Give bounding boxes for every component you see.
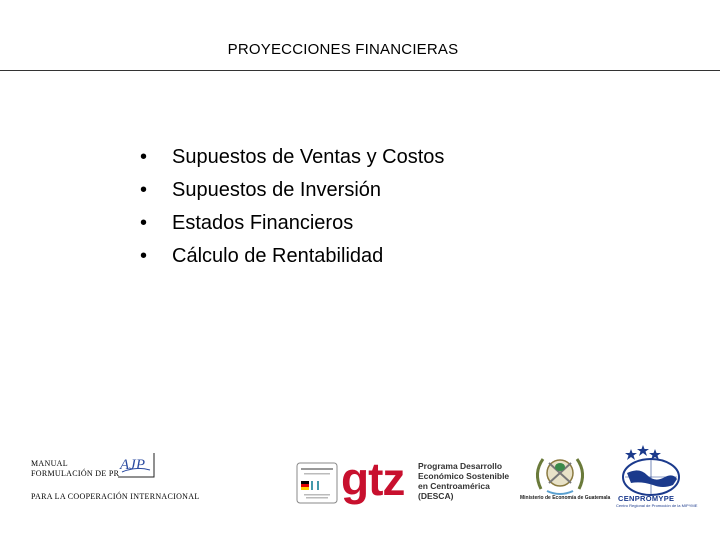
bullet-text: Cálculo de Rentabilidad (172, 245, 384, 267)
slide-title: PROYECCIONES FINANCIERAS (227, 41, 459, 58)
manual-line-2: FORMULACIÓN DE PR (31, 469, 120, 478)
cenpromype-name: CENPROMYPE (618, 494, 675, 503)
bullet-icon: • (140, 245, 148, 267)
cooperation-seal-icon (296, 462, 338, 504)
title-divider (0, 70, 720, 71)
manual-caption (31, 459, 119, 479)
bullet-text: Supuestos de Inversión (172, 179, 382, 201)
desca-program-text (418, 461, 509, 501)
bullet-icon: • (140, 179, 148, 201)
ajp-logo-icon (116, 449, 156, 479)
manual-line-1: MANUAL (31, 459, 68, 468)
svg-text:AJP: AJP (120, 457, 145, 473)
gtz-logo: gtz (341, 453, 405, 505)
bullet-text: Supuestos de Ventas y Costos (172, 146, 445, 168)
bullet-icon: • (140, 212, 148, 234)
bullet-icon: • (140, 146, 148, 168)
cooperation-caption: PARA LA COOPERACIÓN INTERNACIONAL (31, 492, 200, 501)
desca-line: Programa Desarrollo (418, 461, 503, 471)
desca-line: (DESCA) (418, 491, 454, 501)
ministry-caption: Ministerio de Economía de Guatemala (520, 495, 611, 501)
cenpromype-tagline: Centro Regional de Promoción de la MIPYME (616, 503, 698, 508)
desca-line: Económico Sostenible (418, 471, 510, 481)
bullet-text: Estados Financieros (172, 212, 354, 234)
desca-line: en Centroamérica (418, 481, 490, 491)
